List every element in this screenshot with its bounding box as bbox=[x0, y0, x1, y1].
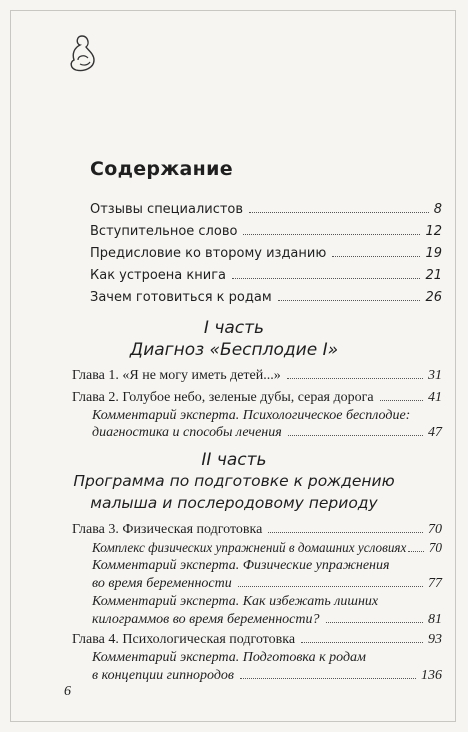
leader-dots bbox=[326, 622, 424, 623]
part-one-label: I часть bbox=[203, 318, 265, 338]
toc-subentry-line: Комментарий эксперта. Психологическое бесплодие: bbox=[92, 408, 411, 423]
leader-dots bbox=[232, 278, 420, 279]
leader-dots bbox=[243, 234, 420, 235]
leader-dots bbox=[301, 642, 423, 643]
toc-subentry[interactable]: диагностика и способы лечения 47 bbox=[92, 425, 442, 440]
toc-entry[interactable]: Глава 1. «Я не могу иметь детей...» 31 bbox=[72, 368, 442, 383]
page-number: 6 bbox=[64, 684, 71, 699]
toc-entry[interactable]: Отзывы специалистов 8 bbox=[90, 202, 442, 217]
part-two-title-line2: малыша и послеродовому периоду bbox=[90, 494, 378, 512]
part-two-label: II часть bbox=[201, 450, 267, 470]
leader-dots bbox=[332, 256, 420, 257]
toc-entry[interactable]: Вступительное слово 12 bbox=[90, 224, 442, 239]
toc-subentry[interactable]: килограммов во время беременности? 81 bbox=[92, 612, 442, 627]
leader-dots bbox=[268, 532, 423, 533]
toc-entry[interactable]: Глава 4. Психологическая подготовка 93 bbox=[72, 632, 442, 647]
toc-entry[interactable]: Предисловие ко второму изданию 19 bbox=[90, 246, 442, 261]
toc-subentry-line: Комментарий эксперта. Подготовка к родам bbox=[92, 650, 366, 665]
toc-subentry-line: Комментарий эксперта. Физические упражнения bbox=[92, 558, 390, 573]
part-one-title: Диагноз «Бесплодие I» bbox=[129, 340, 339, 360]
toc-entry[interactable]: Глава 3. Физическая подготовка 70 bbox=[72, 522, 442, 537]
contents-heading: Содержание bbox=[90, 158, 233, 180]
leader-dots bbox=[380, 400, 423, 401]
leader-dots bbox=[278, 300, 421, 301]
toc-entry[interactable]: Зачем готовиться к родам 26 bbox=[90, 290, 442, 305]
leader-dots bbox=[287, 378, 423, 379]
toc-subentry-line: Комментарий эксперта. Как избежать лишних bbox=[92, 594, 379, 609]
leader-dots bbox=[240, 678, 416, 679]
toc-entry[interactable]: Как устроена книга 21 bbox=[90, 268, 442, 283]
leader-dots bbox=[288, 435, 423, 436]
part-two-title-line1: Программа по подготовке к рождению bbox=[73, 472, 395, 490]
toc-subentry[interactable]: Комплекс физических упражнений в домашних условиях 70 bbox=[92, 540, 442, 555]
toc-subentry[interactable]: в концепции гипнородов 136 bbox=[92, 668, 442, 683]
toc-entry[interactable]: Глава 2. Голубое небо, зеленые дубы, серая дорога 41 bbox=[72, 390, 442, 405]
pregnant-woman-logo-icon bbox=[64, 32, 102, 74]
leader-dots bbox=[408, 551, 423, 552]
toc-subentry[interactable]: во время беременности 77 bbox=[92, 576, 442, 591]
leader-dots bbox=[249, 212, 429, 213]
leader-dots bbox=[238, 586, 423, 587]
